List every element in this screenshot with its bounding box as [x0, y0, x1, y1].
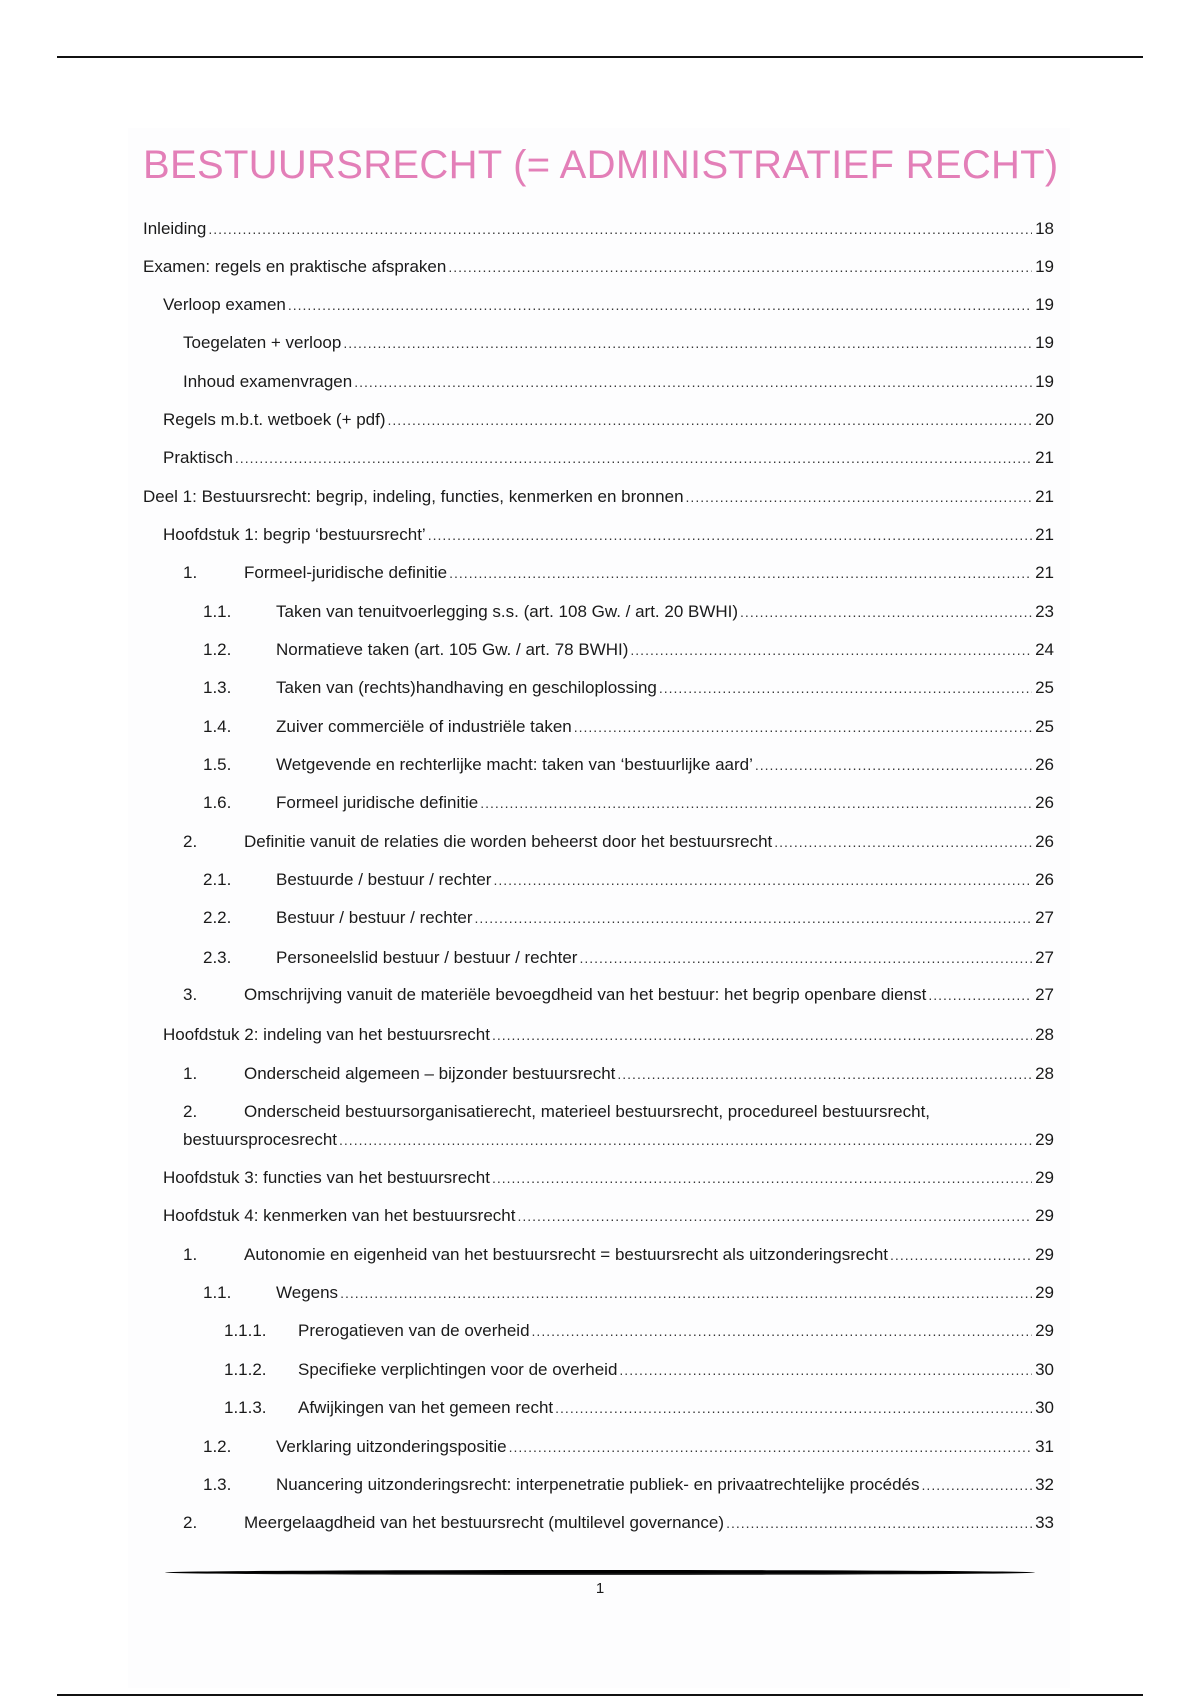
toc-entry[interactable]: [224, 1358, 1054, 1382]
toc-page-number: 21: [1035, 563, 1054, 582]
toc-entry[interactable]: [163, 408, 1054, 432]
toc-entry[interactable]: [203, 1473, 1054, 1497]
toc-entry-text: Verloop examen: [163, 295, 286, 314]
toc-entry-text: Specifieke verplichtingen voor de overheid: [298, 1360, 618, 1379]
toc-dot-leader: [532, 1319, 1032, 1343]
toc-page-number: 28: [1035, 1064, 1054, 1083]
toc-page-number: 32: [1035, 1475, 1054, 1494]
toc-entry-text: Definitie vanuit de relaties die worden beheerst door het bestuursrecht: [244, 832, 773, 851]
toc-entry-text: Deel 1: Bestuursrecht: begrip, indeling, functies, kenmerken en bronnen: [143, 487, 684, 506]
toc-page-number: 26: [1035, 755, 1054, 774]
toc-dot-leader: [755, 753, 1032, 777]
toc-entry-text: Wetgevende en rechterlijke macht: taken van ‘bestuurlijke aard’: [276, 755, 753, 774]
toc-entry-text: Hoofdstuk 3: functies van het bestuursrecht: [163, 1168, 490, 1187]
toc-page-number: 23: [1035, 602, 1054, 621]
toc-entry[interactable]: [183, 331, 1054, 355]
toc-dot-leader: [208, 217, 1032, 241]
toc-dot-leader: [448, 255, 1032, 279]
toc-entry[interactable]: [163, 1204, 1054, 1228]
toc-entry-number: 1.: [183, 1245, 198, 1264]
toc-entry[interactable]: [203, 1435, 1054, 1459]
toc-entry[interactable]: [183, 370, 1054, 394]
toc-entry-number: 1.5.: [203, 755, 232, 774]
toc-dot-leader: [617, 1062, 1032, 1086]
toc-dot-leader: [686, 485, 1032, 509]
toc-entry[interactable]: [163, 446, 1054, 470]
toc-dot-leader: [388, 408, 1032, 432]
toc-entry-text: Autonomie en eigenheid van het bestuursrecht = bestuursrecht als uitzonderingsrecht: [244, 1245, 889, 1264]
toc-entry[interactable]: [143, 255, 1054, 279]
toc-page-number: 27: [1035, 948, 1054, 967]
bottom-border-line: [57, 1694, 1143, 1696]
toc-page-number: 30: [1035, 1360, 1054, 1379]
toc-page-number: 27: [1035, 908, 1054, 927]
toc-entry-text: Taken van (rechts)handhaving en geschiloplossing: [276, 678, 657, 697]
toc-entry[interactable]: [163, 523, 1054, 547]
toc-entry[interactable]: [183, 1062, 1054, 1086]
toc-entry-text: Zuiver commerciële of industriële taken: [276, 717, 572, 736]
toc-entry-text: Hoofdstuk 4: kenmerken van het bestuursrecht: [163, 1206, 516, 1225]
toc-entry[interactable]: [203, 715, 1054, 739]
toc-dot-leader: [509, 1435, 1032, 1459]
toc-dot-leader: [428, 523, 1032, 547]
toc-entry-text: Formeel-juridische definitie: [244, 563, 448, 582]
toc-page-number: 26: [1035, 832, 1054, 851]
toc-entry[interactable]: [203, 600, 1054, 624]
toc-dot-leader: [475, 906, 1032, 930]
toc-entry-number: 1.1.: [203, 1283, 232, 1302]
toc-page-number: 25: [1035, 717, 1054, 736]
toc-entry[interactable]: [183, 983, 1054, 1007]
toc-dot-leader: [726, 1511, 1032, 1535]
toc-entry[interactable]: [183, 561, 1054, 585]
page-number: 1: [595, 1580, 605, 1597]
toc-page-number: 27: [1035, 985, 1054, 1004]
toc-entry-text: Taken van tenuitvoerlegging s.s. (art. 108 Gw. / art. 20 BWHI): [276, 602, 739, 621]
toc-entry-number: 2.: [183, 1513, 198, 1532]
toc-dot-leader: [922, 1473, 1032, 1497]
toc-entry-text: Bestuur / bestuur / rechter: [276, 908, 473, 927]
toc-page-number: 24: [1035, 640, 1054, 659]
toc-entry[interactable]: [143, 485, 1054, 509]
toc-page-number: 29: [1035, 1206, 1054, 1225]
toc-entry-text: Meergelaagdheid van het bestuursrecht (multilevel governance): [244, 1513, 725, 1532]
top-border-line: [57, 56, 1143, 58]
toc-entry[interactable]: [203, 676, 1054, 700]
toc-entry-text: Toegelaten + verloop: [183, 333, 342, 352]
toc-entry[interactable]: [203, 868, 1054, 892]
toc-entry-text: Formeel juridische definitie: [276, 793, 479, 812]
toc-entry-number: 1.3.: [203, 1475, 232, 1494]
toc-page-number: 29: [1035, 1245, 1054, 1264]
toc-entry-number: 2.3.: [203, 948, 232, 967]
toc-entry-number: 1.: [183, 563, 198, 582]
toc-page-number: 18: [1035, 219, 1054, 238]
toc-dot-leader: [449, 561, 1032, 585]
toc-entry-text: Inhoud examenvragen: [183, 372, 353, 391]
toc-page-number: 29: [1035, 1283, 1054, 1302]
toc-dot-leader: [480, 791, 1032, 815]
toc-entry-text: Examen: regels en praktische afspraken: [143, 257, 447, 276]
toc-entry[interactable]: [224, 1396, 1054, 1420]
toc-entry-number: 2.2.: [203, 908, 232, 927]
toc-entry-text: Praktisch: [163, 448, 233, 467]
toc-entry-text: Normatieve taken (art. 105 Gw. / art. 78 BWHI): [276, 640, 629, 659]
toc-dot-leader: [354, 370, 1032, 394]
toc-entry-text: Inleiding: [143, 219, 207, 238]
toc-entry-number: 1.6.: [203, 793, 232, 812]
toc-entry[interactable]: [183, 1100, 1054, 1152]
toc-entry-text: Personeelslid bestuur / bestuur / rechter: [276, 948, 578, 967]
toc-dot-leader: [774, 830, 1032, 854]
toc-entry[interactable]: [183, 830, 1054, 854]
toc-entry-number: 2.: [183, 832, 198, 851]
toc-page-number: 25: [1035, 678, 1054, 697]
toc-page-number: 20: [1035, 410, 1054, 429]
toc-entry-text: Nuancering uitzonderingsrecht: interpenetratie publiek- en privaatrechtelijke procédés: [276, 1475, 920, 1494]
toc-dot-leader: [343, 331, 1032, 355]
toc-entry-text: Omschrijving vanuit de materiële bevoegdheid van het bestuur: het begrip openbare dienst: [244, 985, 927, 1004]
toc-dot-leader: [890, 1243, 1032, 1267]
toc-entry[interactable]: [203, 906, 1054, 930]
toc-page-number: 19: [1035, 372, 1054, 391]
toc-page-number: 31: [1035, 1437, 1054, 1456]
toc-dot-leader: [928, 983, 1032, 1007]
toc-dot-leader: [492, 1166, 1032, 1190]
toc-entry[interactable]: [163, 1023, 1054, 1047]
toc-page-number: 19: [1035, 295, 1054, 314]
toc-page-number: 30: [1035, 1398, 1054, 1417]
toc-entry-text: Wegens: [276, 1283, 339, 1302]
toc-dot-leader: [619, 1358, 1032, 1382]
toc-entry[interactable]: [224, 1319, 1054, 1343]
toc-page-number: 19: [1035, 333, 1054, 352]
toc-entry-text: Regels m.b.t. wetboek (+ pdf): [163, 410, 386, 429]
toc-entry-number: 1.4.: [203, 717, 232, 736]
toc-entry-number: 3.: [183, 985, 198, 1004]
toc-page-number: 29: [1035, 1168, 1054, 1187]
toc-entry-text: Hoofdstuk 1: begrip ‘bestuursrecht’: [163, 525, 426, 544]
toc-entry[interactable]: [203, 753, 1054, 777]
toc-dot-leader: [555, 1396, 1032, 1420]
toc-page-number: 26: [1035, 870, 1054, 889]
toc-dot-leader: [579, 946, 1032, 970]
toc-entry[interactable]: [203, 1281, 1054, 1305]
toc-entry[interactable]: [163, 1166, 1054, 1190]
toc-entry[interactable]: [183, 1243, 1054, 1267]
toc-dot-leader: [659, 676, 1032, 700]
toc-page-number: 21: [1035, 525, 1054, 544]
toc-entry-number: 1.3.: [203, 678, 232, 697]
toc-entry-text: Verklaring uitzonderingspositie: [276, 1437, 507, 1456]
toc-page-number: 33: [1035, 1513, 1054, 1532]
toc-entry-text: Prerogatieven van de overheid: [298, 1321, 530, 1340]
toc-dot-leader: [740, 600, 1032, 624]
toc-page-number: 29: [1035, 1130, 1054, 1149]
toc-entry[interactable]: [203, 946, 1054, 970]
document-title: BESTUURSRECHT (= ADMINISTRATIEF RECHT): [143, 143, 1059, 187]
toc-dot-leader: [493, 868, 1032, 892]
toc-dot-leader: [340, 1281, 1032, 1305]
toc-entry-number: 1.1.1.: [224, 1321, 267, 1340]
toc-entry[interactable]: [163, 293, 1054, 317]
toc-dot-leader: [574, 715, 1032, 739]
toc-page-number: 28: [1035, 1025, 1054, 1044]
toc-entry-number: 2.: [183, 1102, 198, 1121]
toc-entry-text: Hoofdstuk 2: indeling van het bestuursrecht: [163, 1025, 490, 1044]
toc-dot-leader: [339, 1128, 1032, 1152]
toc-dot-leader: [630, 638, 1032, 662]
toc-page-number: 19: [1035, 257, 1054, 276]
toc-dot-leader: [235, 446, 1032, 470]
toc-entry-text: Afwijkingen van het gemeen recht: [298, 1398, 554, 1417]
toc-entry-text-continued: bestuursprocesrecht: [183, 1130, 338, 1149]
toc-page-number: 21: [1035, 448, 1054, 467]
toc-entry[interactable]: [203, 791, 1054, 815]
toc-entry[interactable]: [143, 217, 1054, 241]
toc-entry[interactable]: [183, 1511, 1054, 1535]
toc-entry[interactable]: [203, 638, 1054, 662]
toc-entry-number: 1.1.3.: [224, 1398, 267, 1417]
toc-dot-leader: [492, 1023, 1032, 1047]
toc-entry-number: 2.1.: [203, 870, 232, 889]
toc-page-number: 26: [1035, 793, 1054, 812]
toc-entry-text: Onderscheid algemeen – bijzonder bestuursrecht: [244, 1064, 616, 1083]
toc-entry-number: 1.: [183, 1064, 198, 1083]
toc-entry-number: 1.2.: [203, 640, 232, 659]
toc-entry-number: 1.1.: [203, 602, 232, 621]
toc-dot-leader: [517, 1204, 1032, 1228]
toc-page-number: 29: [1035, 1321, 1054, 1340]
toc-entry-text: Onderscheid bestuursorganisatierecht, materieel bestuursrecht, procedureel bestuursrecht,: [244, 1102, 931, 1121]
toc-entry-text: Bestuurde / bestuur / rechter: [276, 870, 492, 889]
toc-entry-number: 1.2.: [203, 1437, 232, 1456]
toc-dot-leader: [288, 293, 1032, 317]
footer-divider: [165, 1570, 1035, 1575]
toc-page-number: 21: [1035, 487, 1054, 506]
toc-entry-number: 1.1.2.: [224, 1360, 267, 1379]
